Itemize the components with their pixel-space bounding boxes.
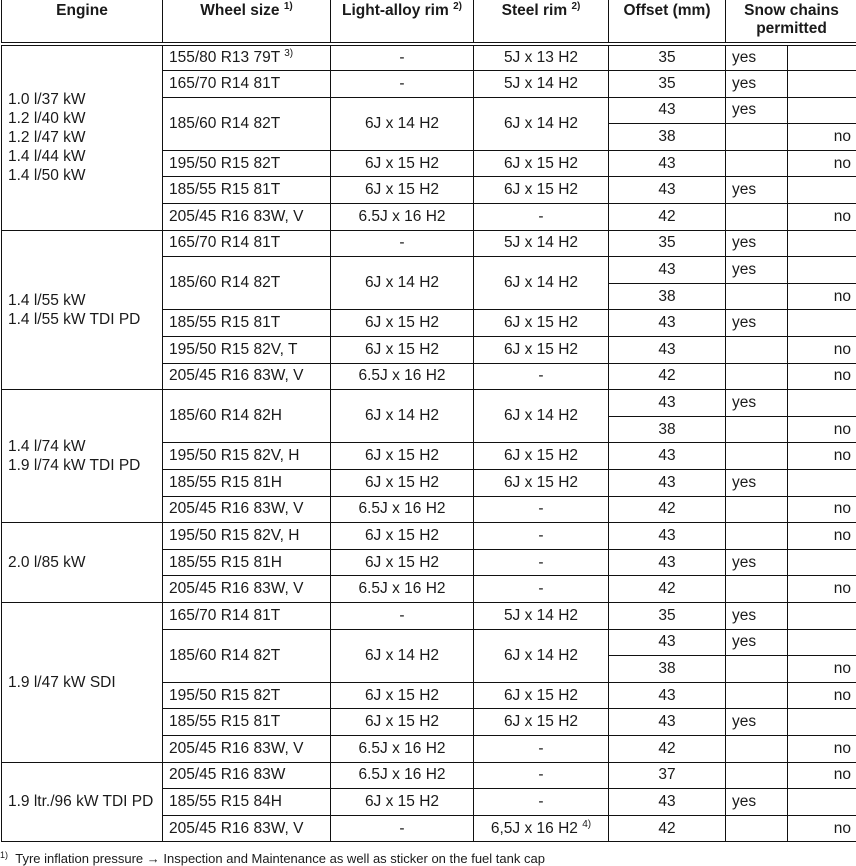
offset-cell: 43 [609,470,726,497]
wheel-size: 205/45 R16 83W, V [169,580,303,597]
steel-rim: 6J x 15 H2 [504,687,578,704]
snow-chains-no-cell [788,97,856,124]
snow-chains-no-cell [788,470,856,497]
wheel-size: 185/55 R15 81T [169,713,280,730]
steel-rim-cell [474,97,609,150]
snow-chains-no-cell [788,602,856,629]
header-wheel-size-label: Wheel size [200,2,279,19]
snow-chains-yes-cell [726,443,788,470]
steel-rim: 6J x 15 H2 [504,181,578,198]
wheel-size-cell [163,735,331,762]
engine-name: 1.2 l/40 kW [8,109,156,128]
snow-chains-yes-cell: yes [726,602,788,629]
snow-chains-yes-cell [726,124,788,151]
steel-rim: - [538,740,543,757]
snow-chains-yes-cell [726,656,788,683]
wheel-size-cell [163,682,331,709]
steel-rim-cell [474,789,609,816]
wheel-size: 165/70 R14 81T [169,75,280,92]
steel-rim: - [538,367,543,384]
steel-rim-cell [474,150,609,177]
steel-rim: 6J x 15 H2 [504,341,578,358]
steel-rim-cell [474,576,609,603]
steel-rim-cell [474,390,609,443]
light-alloy-rim-cell: 6J x 14 H2 [331,257,474,310]
offset-cell: 43 [609,789,726,816]
light-alloy-rim-cell: 6J x 15 H2 [331,523,474,550]
snow-chains-no-cell: no [788,150,856,177]
wheel-size: 185/55 R15 81H [169,554,282,571]
offset-cell: 43 [609,390,726,417]
steel-rim: 6J x 15 H2 [504,474,578,491]
footnote-ref: 3) [284,48,293,59]
light-alloy-rim-cell: 6J x 14 H2 [331,390,474,443]
steel-rim-cell [474,549,609,576]
offset-cell: 43 [609,682,726,709]
wheel-size-cell [163,204,331,231]
snow-chains-no-cell [788,230,856,257]
steel-rim: 5J x 14 H2 [504,234,578,251]
snow-chains-no-cell [788,629,856,656]
snow-chains-no-cell [788,390,856,417]
header-light-alloy-rim-label: Light-alloy rim [342,2,449,19]
snow-chains-yes-cell [726,576,788,603]
snow-chains-yes-cell: yes [726,470,788,497]
steel-rim-cell [474,177,609,204]
snow-chains-yes-cell: yes [726,97,788,124]
snow-chains-yes-cell [726,682,788,709]
engine-name: 1.9 ltr./96 kW TDI PD [8,792,156,811]
wheel-size: 155/80 R13 79T [169,49,280,66]
steel-rim-cell [474,310,609,337]
steel-rim: - [538,766,543,783]
steel-rim: 6J x 15 H2 [504,314,578,331]
table-row [2,390,856,417]
snow-chains-yes-cell: yes [726,390,788,417]
light-alloy-rim-cell: 6.5J x 16 H2 [331,204,474,231]
wheel-size: 165/70 R14 81T [169,234,280,251]
offset-cell: 42 [609,576,726,603]
snow-chains-yes-cell [726,337,788,364]
wheel-size: 205/45 R16 83W, V [169,367,303,384]
snow-chains-yes-cell: yes [726,549,788,576]
light-alloy-rim-cell: 6J x 14 H2 [331,97,474,150]
steel-rim: 5J x 14 H2 [504,75,578,92]
steel-rim-cell [474,682,609,709]
wheel-size: 195/50 R15 82T [169,687,280,704]
wheel-size-cell [163,602,331,629]
steel-rim: - [538,208,543,225]
offset-cell: 43 [609,709,726,736]
offset-cell: 42 [609,363,726,390]
wheel-size-cell [163,257,331,310]
wheel-size-cell [163,310,331,337]
offset-cell: 42 [609,496,726,523]
steel-rim: 6J x 15 H2 [504,713,578,730]
steel-rim: - [538,580,543,597]
footnote-ref: 4) [582,819,591,830]
steel-rim: 6J x 15 H2 [504,447,578,464]
steel-rim: - [538,793,543,810]
wheel-size-cell [163,523,331,550]
header-engine-label: Engine [56,2,108,19]
snow-chains-yes-cell: yes [726,789,788,816]
snow-chains-no-cell: no [788,762,856,789]
offset-cell: 43 [609,310,726,337]
steel-rim-cell [474,735,609,762]
offset-cell: 43 [609,443,726,470]
engine-name: 1.4 l/55 kW TDI PD [8,310,156,329]
engine-name: 1.4 l/44 kW [8,147,156,166]
footnote-marker: 1) [0,850,8,860]
offset-cell: 42 [609,735,726,762]
offset-cell: 38 [609,656,726,683]
wheel-size-cell [163,97,331,150]
offset-cell: 35 [609,230,726,257]
steel-rim: - [538,500,543,517]
wheel-size: 185/60 R14 82T [169,274,280,291]
table-body [2,44,856,842]
light-alloy-rim-cell: 6J x 15 H2 [331,310,474,337]
offset-cell: 43 [609,150,726,177]
wheel-size: 185/60 R14 82H [169,407,282,424]
steel-rim: 6J x 14 H2 [504,407,578,424]
engine-cell [2,230,163,390]
snow-chains-no-cell [788,71,856,98]
header-steel-rim-label: Steel rim [502,2,567,19]
engine-cell [2,523,163,603]
wheel-size-cell [163,71,331,98]
steel-rim: 6J x 15 H2 [504,155,578,172]
steel-rim-cell [474,337,609,364]
snow-chains-no-cell [788,257,856,284]
snow-chains-no-cell: no [788,523,856,550]
table-row [2,44,856,71]
engine-name: 1.4 l/50 kW [8,166,156,185]
wheel-size-cell [163,629,331,682]
snow-chains-no-cell: no [788,682,856,709]
snow-chains-yes-cell: yes [726,44,788,71]
steel-rim: - [538,527,543,544]
header-offset [609,0,726,44]
offset-cell: 42 [609,815,726,842]
offset-cell: 35 [609,71,726,98]
steel-rim: 6,5J x 16 H2 [491,820,578,837]
wheel-size: 195/50 R15 82V, T [169,341,297,358]
wheel-size-cell [163,44,331,71]
wheel-size: 185/55 R15 81T [169,314,280,331]
wheel-size-cell [163,470,331,497]
offset-cell: 38 [609,416,726,443]
wheel-size: 205/45 R16 83W, V [169,500,303,517]
light-alloy-rim-cell: - [331,71,474,98]
steel-rim-cell [474,470,609,497]
steel-rim-cell [474,762,609,789]
offset-cell: 42 [609,204,726,231]
wheel-size-cell [163,443,331,470]
wheel-size-cell [163,177,331,204]
wheel-size-cell [163,549,331,576]
snow-chains-yes-cell: yes [726,709,788,736]
engine-name: 1.0 l/37 kW [8,90,156,109]
light-alloy-rim-cell: 6J x 15 H2 [331,150,474,177]
wheel-size-cell [163,390,331,443]
engine-name: 1.4 l/74 kW [8,437,156,456]
steel-rim: 5J x 14 H2 [504,607,578,624]
offset-cell: 43 [609,629,726,656]
light-alloy-rim-cell: 6.5J x 16 H2 [331,762,474,789]
snow-chains-yes-cell [726,815,788,842]
snow-chains-no-cell: no [788,815,856,842]
light-alloy-rim-cell: 6J x 15 H2 [331,789,474,816]
snow-chains-yes-cell [726,496,788,523]
light-alloy-rim-cell: - [331,44,474,71]
light-alloy-rim-cell: 6J x 15 H2 [331,682,474,709]
snow-chains-yes-cell [726,204,788,231]
light-alloy-rim-cell: - [331,602,474,629]
offset-cell: 37 [609,762,726,789]
engine-cell [2,762,163,842]
steel-rim: 6J x 14 H2 [504,274,578,291]
snow-chains-no-cell: no [788,283,856,310]
header-offset-label: Offset (mm) [624,2,711,19]
offset-cell: 43 [609,549,726,576]
snow-chains-no-cell [788,789,856,816]
engine-cell [2,602,163,762]
wheel-size: 185/55 R15 81H [169,474,282,491]
wheel-size: 185/60 R14 82T [169,647,280,664]
light-alloy-rim-cell: 6J x 14 H2 [331,629,474,682]
snow-chains-no-cell: no [788,204,856,231]
snow-chains-no-cell: no [788,656,856,683]
wheel-size-cell [163,576,331,603]
snow-chains-no-cell [788,709,856,736]
wheel-size: 185/55 R15 81T [169,181,280,198]
light-alloy-rim-cell: 6.5J x 16 H2 [331,496,474,523]
light-alloy-rim-cell: 6J x 15 H2 [331,177,474,204]
snow-chains-yes-cell [726,363,788,390]
steel-rim-cell [474,629,609,682]
header-wheel-size [163,0,331,44]
steel-rim-cell [474,815,609,842]
offset-cell: 35 [609,602,726,629]
light-alloy-rim-cell: 6J x 15 H2 [331,470,474,497]
header-snow-chains [726,0,856,44]
snow-chains-yes-cell [726,416,788,443]
steel-rim-cell [474,257,609,310]
snow-chains-no-cell: no [788,363,856,390]
offset-cell: 35 [609,44,726,71]
snow-chains-yes-cell [726,523,788,550]
snow-chains-no-cell: no [788,124,856,151]
light-alloy-rim-cell: 6J x 15 H2 [331,709,474,736]
wheel-size-cell [163,762,331,789]
light-alloy-rim-cell: - [331,230,474,257]
snow-chains-no-cell: no [788,576,856,603]
table-row [2,230,856,257]
steel-rim-cell [474,496,609,523]
steel-rim-cell [474,602,609,629]
snow-chains-yes-cell: yes [726,230,788,257]
offset-cell: 43 [609,523,726,550]
snow-chains-yes-cell: yes [726,629,788,656]
engine-name: 1.9 l/74 kW TDI PD [8,456,156,475]
snow-chains-no-cell [788,177,856,204]
wheel-size-cell [163,337,331,364]
header-row [2,0,856,44]
snow-chains-no-cell: no [788,735,856,762]
steel-rim: - [538,554,543,571]
engine-name: 2.0 l/85 kW [8,553,156,572]
wheel-size: 185/55 R15 84H [169,793,282,810]
engine-name: 1.9 l/47 kW SDI [8,673,156,692]
engine-cell [2,390,163,523]
snow-chains-no-cell: no [788,496,856,523]
footnote-text: Tyre inflation pressure → Inspection and Maintenance as well as sticker on the fuel tank cap [15,851,545,866]
table-row [2,523,856,550]
footnote-ref: 2) [453,1,462,12]
light-alloy-rim-cell: 6.5J x 16 H2 [331,735,474,762]
engine-cell [2,44,163,230]
steel-rim-cell [474,71,609,98]
steel-rim-cell [474,523,609,550]
snow-chains-no-cell: no [788,416,856,443]
snow-chains-no-cell [788,549,856,576]
offset-cell: 43 [609,97,726,124]
wheel-size-cell [163,709,331,736]
snow-chains-yes-cell [726,735,788,762]
steel-rim: 6J x 14 H2 [504,647,578,664]
snow-chains-yes-cell: yes [726,71,788,98]
table-row [2,762,856,789]
snow-chains-no-cell: no [788,443,856,470]
table-row [2,602,856,629]
wheel-size: 195/50 R15 82V, H [169,447,299,464]
snow-chains-yes-cell: yes [726,177,788,204]
steel-rim-cell [474,443,609,470]
tyre-specification-table [1,0,856,842]
steel-rim-cell [474,709,609,736]
offset-cell: 43 [609,257,726,284]
wheel-size: 195/50 R15 82V, H [169,527,299,544]
wheel-size-cell [163,363,331,390]
snow-chains-no-cell [788,44,856,71]
engine-name: 1.4 l/55 kW [8,291,156,310]
wheel-size: 205/45 R16 83W, V [169,820,303,837]
snow-chains-yes-cell [726,762,788,789]
snow-chains-yes-cell: yes [726,310,788,337]
header-light-alloy-rim [331,0,474,44]
wheel-size: 205/45 R16 83W, V [169,208,303,225]
snow-chains-yes-cell [726,283,788,310]
steel-rim: 6J x 14 H2 [504,115,578,132]
wheel-size: 205/45 R16 83W [169,766,285,783]
wheel-size: 165/70 R14 81T [169,607,280,624]
footnote [0,851,545,866]
offset-cell: 43 [609,337,726,364]
light-alloy-rim-cell: 6J x 15 H2 [331,337,474,364]
wheel-size: 205/45 R16 83W, V [169,740,303,757]
header-snow-chains-label: Snow chains permitted [744,2,839,37]
light-alloy-rim-cell: 6J x 15 H2 [331,549,474,576]
wheel-size: 185/60 R14 82T [169,115,280,132]
steel-rim-cell [474,204,609,231]
snow-chains-yes-cell [726,150,788,177]
footnote-ref: 2) [571,1,580,12]
light-alloy-rim-cell: 6.5J x 16 H2 [331,363,474,390]
footnote-ref: 1) [284,1,293,12]
snow-chains-yes-cell: yes [726,257,788,284]
steel-rim-cell [474,363,609,390]
wheel-size-cell [163,815,331,842]
offset-cell: 38 [609,283,726,310]
snow-chains-no-cell [788,310,856,337]
light-alloy-rim-cell: - [331,815,474,842]
steel-rim-cell [474,230,609,257]
snow-chains-no-cell: no [788,337,856,364]
steel-rim-cell [474,44,609,71]
light-alloy-rim-cell: 6J x 15 H2 [331,443,474,470]
wheel-size-cell [163,789,331,816]
light-alloy-rim-cell: 6.5J x 16 H2 [331,576,474,603]
header-steel-rim [474,0,609,44]
wheel-size-cell [163,496,331,523]
offset-cell: 43 [609,177,726,204]
wheel-size-cell [163,150,331,177]
header-engine [2,0,163,44]
steel-rim: 5J x 13 H2 [504,49,578,66]
wheel-size: 195/50 R15 82T [169,155,280,172]
engine-name: 1.2 l/47 kW [8,128,156,147]
offset-cell: 38 [609,124,726,151]
wheel-size-cell [163,230,331,257]
